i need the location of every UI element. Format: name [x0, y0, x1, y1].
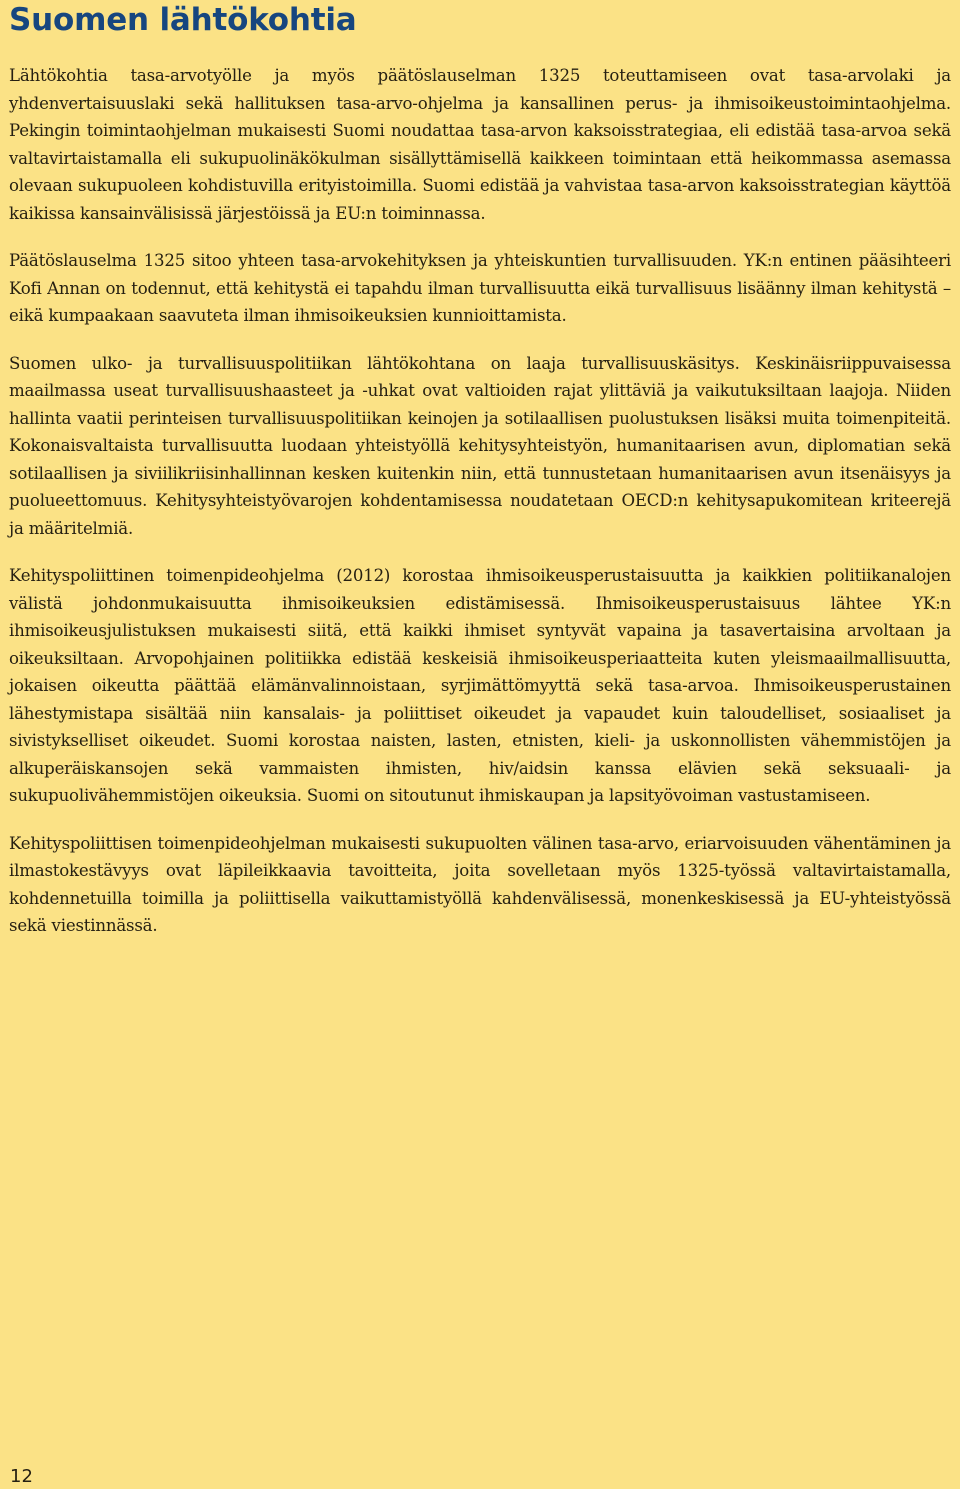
- body-text: [9, 62, 951, 960]
- page-number: 12: [10, 1466, 33, 1487]
- paragraph-3: Suomen ulko- ja turvallisuuspolitiikan lähtökohtana on laaja turvallisuuskäsitys. Keskinäisriippuvaisessa maailmassa useat turvallisuushaasteet ja -uhkat ovat valtioiden rajat ylittäviä ja vaikutuksiltaan laajoja. Niiden hallinta vaatii perinteisen turvallisuuspolitiikan keinojen ja sotilaallisen puolustuksen lisäksi muita toimenpiteitä. Kokonaisvaltaista turvallisuutta luodaan yhteistyöllä kehitysyhteistyön, humanitaarisen avun, diplomatian sekä sotilaallisen ja siviilikriisinhallinnan kesken kuitenkin niin, että tunnustetaan humanitaarisen avun itsenäisyys ja puolueettomuus. Kehitysyhteistyövarojen kohdentamisessa noudatetaan OECD:n kehitysapukomitean kriteerejä ja määritelmiä.: [9, 353, 951, 538]
- paragraph-4: Kehityspoliittinen toimenpideohjelma (2012) korostaa ihmisoikeusperustaisuutta ja kaikkien politiikanalojen välistä johdonmukaisuutta ihmisoikeuksien edistämisessä. Ihmisoikeusperustaisuus lähtee YK:n ihmisoikeusjulistuksen mukaisesti siitä, että kaikki ihmiset syntyvät vapaina ja tasavertaisina arvoltaan ja oikeuksiltaan. Arvopohjainen politiikka edistää keskeisiä ihmisoikeusperiaatteita kuten yleismaailmallisuutta, jokaisen oikeutta päättää elämänvalinnoistaan, syrjimättömyyttä sekä tasa-arvoa. Ihmisoikeusperustainen lähestymistapa sisältää niin kansalais- ja poliittiset oikeudet ja vapaudet kuin taloudelliset, sosiaaliset ja sivistykselliset oikeudet. Suomi korostaa naisten, lasten, etnisten, kieli- ja uskonnollisten vähemmistöjen ja alkuperäiskansojen sekä vammaisten ihmisten, hiv/aidsin kanssa elävien sekä seksuaali- ja sukupuolivähemmistöjen oikeuksia. Suomi on sitoutunut ihmiskaupan ja lapsityövoiman vastustamiseen.: [9, 566, 951, 805]
- paragraph-5: Kehityspoliittisen toimenpideohjelman mukaisesti sukupuolten välinen tasa-arvo, eriarvoisuuden vähentäminen ja ilmastokestävyys ovat läpileikkaavia tavoitteita, joita sovelletaan myös 1325-työssä valtavirtaistamalla, kohdennetuilla toimilla ja poliittisella vaikuttamistyöllä kahdenvälisessä, monenkeskisessä ja EU-yhteistyössä sekä viestinnässä.: [9, 833, 951, 935]
- paragraph-2: Päätöslauselma 1325 sitoo yhteen tasa-arvokehityksen ja yhteiskuntien turvallisuuden. YK:n entinen pääsihteeri Kofi Annan on todennut, että kehitystä ei tapahdu ilman turvallisuutta eikä turvallisuus lisäänny ilman kehitystä – eikä kumpaakaan saavuteta ilman ihmisoikeuksien kunnioittamista.: [9, 251, 951, 325]
- paragraph-1: Lähtökohtia tasa-arvotyölle ja myös päätöslauselman 1325 toteuttamiseen ovat tasa-arvolaki ja yhdenvertaisuuslaki sekä hallituksen tasa-arvo-ohjelma ja kansallinen perus- ja ihmisoikeustoimintaohjelma. Pekingin toimintaohjelman mukaisesti Suomi noudattaa tasa-arvon kaksoisstrategiaa, eli edistää tasa-arvoa sekä valtavirtaistamalla eli sukupuolinäkökulman sisällyttämisellä kaikkeen toimintaan että heikommassa asemassa olevaan sukupuoleen kohdistuvilla erityistoimilla. Suomi edistää ja vahvistaa tasa-arvon kaksoisstrategian käyttöä kaikissa kansainvälisissä järjestöissä ja EU:n toiminnassa.: [9, 66, 951, 223]
- page-title: Suomen lähtökohtia: [9, 2, 357, 38]
